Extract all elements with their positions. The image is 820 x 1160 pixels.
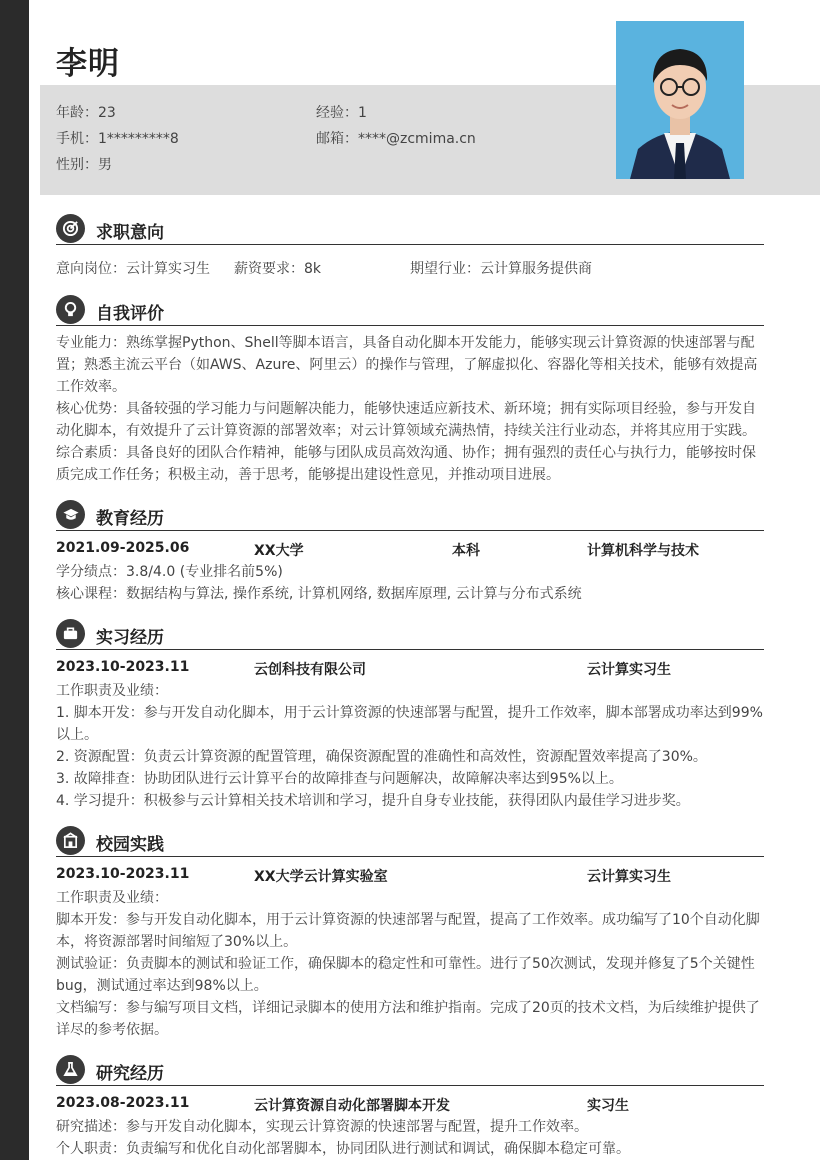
education-row — [56, 537, 764, 561]
section-title: 研究经历 — [96, 1064, 164, 1084]
candidate-name: 李明 — [56, 46, 120, 82]
age: 年龄：23 — [56, 105, 116, 121]
internship-line: 3. 故障排查：协助团队进行云计算平台的故障排查与问题解决，故障解决率达到95%以上。 — [56, 771, 623, 787]
internship-row — [56, 656, 764, 680]
lightbulb-icon — [56, 295, 85, 324]
phone: 手机：1*********8 — [56, 131, 179, 147]
self-eval-line: 专业能力：熟练掌握Python、Shell等脚本语言，具备自动化脚本开发能力，能够实现云计算资源的快速部署与配置；熟悉主流云平台（如AWS、Azure、阿里云）的操作与管理，了解虚拟化、容器化等相关技术，能够有效提高工作效率。 — [56, 335, 758, 395]
section-education — [56, 500, 764, 605]
education-date: 2021.09-2025.06 — [56, 540, 190, 556]
section-research — [56, 1055, 764, 1160]
section-job-intent — [56, 214, 764, 279]
campus-date: 2023.10-2023.11 — [56, 866, 190, 882]
section-title: 实习经历 — [96, 628, 164, 648]
intent-salary: 薪资要求：8k — [234, 261, 322, 277]
internship-line: 2. 资源配置：负责云计算资源的配置管理，确保资源配置的准确性和高效性，资源配置效率提高了30%。 — [56, 749, 707, 765]
section-header — [56, 826, 764, 857]
internship-date: 2023.10-2023.11 — [56, 659, 190, 675]
self-evaluation-body — [56, 332, 764, 486]
campus-line: 工作职责及业绩： — [56, 890, 168, 906]
section-title: 教育经历 — [96, 509, 164, 529]
section-self-evaluation — [56, 295, 764, 486]
left-sidebar-bar — [0, 0, 29, 1160]
section-header — [56, 295, 764, 326]
campus-role: 云计算实习生 — [587, 869, 671, 885]
internship-line: 4. 学习提升：积极参与云计算相关技术培训和学习，提升自身专业技能，获得团队内最佳学习进步奖。 — [56, 793, 690, 809]
research-line: 个人职责：负责编写和优化自动化部署脚本，协同团队进行测试和调试，确保脚本稳定可靠。 — [56, 1141, 630, 1157]
briefcase-icon — [56, 619, 85, 648]
campus-line: 脚本开发：参与开发自动化脚本，用于云计算资源的快速部署与配置，提高了工作效率。成功编写了10个自动化脚本，将资源部署时间缩短了30%以上。 — [56, 912, 760, 950]
experience: 经验：1 — [316, 105, 367, 121]
self-eval-line: 核心优势：具备较强的学习能力与问题解决能力，能够快速适应新技术、新环境；拥有实际项目经验，参与开发自动化脚本，有效提升了云计算资源的部署效率；对云计算领域充满热情，持续关注行业动态，并将其应用于实践。 — [56, 401, 756, 439]
self-eval-line: 综合素质：具备良好的团队合作精神，能够与团队成员高效沟通、协作；拥有强烈的责任心与执行力，能够按时保质完成工作任务；积极主动，善于思考，能够提出建设性意见，并推动项目进展。 — [56, 445, 756, 483]
section-header — [56, 500, 764, 531]
education-major: 计算机科学与技术 — [587, 543, 699, 559]
gender: 性别：男 — [56, 157, 112, 173]
graduation-cap-icon — [56, 500, 85, 529]
email: 邮箱：****@zcmima.cn — [316, 131, 476, 147]
campus-row — [56, 863, 764, 887]
section-title: 校园实践 — [96, 835, 164, 855]
intent-position: 意向岗位：云计算实习生 — [56, 261, 210, 277]
section-internship — [56, 619, 764, 812]
research-date: 2023.08-2023.11 — [56, 1095, 190, 1111]
campus-org: XX大学云计算实验室 — [254, 869, 388, 885]
research-role: 实习生 — [587, 1098, 629, 1114]
research-project: 云计算资源自动化部署脚本开发 — [254, 1098, 450, 1114]
intent-row — [56, 255, 764, 279]
education-degree: 本科 — [452, 543, 480, 559]
building-icon — [56, 826, 85, 855]
internship-line: 工作职责及业绩： — [56, 683, 168, 699]
profile-photo — [616, 21, 744, 179]
section-header — [56, 619, 764, 650]
section-title: 自我评价 — [96, 304, 164, 324]
education-gpa: 学分绩点：3.8/4.0 (专业排名前5%) — [56, 564, 283, 580]
research-line: 研究描述：参与开发自动化脚本，实现云计算资源的快速部署与配置，提升工作效率。 — [56, 1119, 588, 1135]
campus-line: 测试验证：负责脚本的测试和验证工作，确保脚本的稳定性和可靠性。进行了50次测试，发现并修复了5个关键性bug，测试通过率达到98%以上。 — [56, 956, 755, 994]
section-title: 求职意向 — [96, 223, 164, 243]
campus-line: 文档编写：参与编写项目文档，详细记录脚本的使用方法和维护指南。完成了20页的技术文档，为后续维护提供了详尽的参考依据。 — [56, 1000, 760, 1038]
research-row — [56, 1092, 764, 1116]
section-header — [56, 1055, 764, 1086]
education-courses: 核心课程：数据结构与算法, 操作系统, 计算机网络, 数据库原理, 云计算与分布式系统 — [56, 586, 582, 602]
section-campus-practice — [56, 826, 764, 1041]
flask-icon — [56, 1055, 85, 1084]
internship-line: 1. 脚本开发：参与开发自动化脚本，用于云计算资源的快速部署与配置，提升工作效率，脚本部署成功率达到99%以上。 — [56, 705, 763, 743]
education-school: XX大学 — [254, 543, 304, 559]
target-icon — [56, 214, 85, 243]
internship-role: 云计算实习生 — [587, 662, 671, 678]
internship-company: 云创科技有限公司 — [254, 662, 366, 678]
intent-industry: 期望行业：云计算服务提供商 — [410, 261, 592, 277]
section-header — [56, 214, 764, 245]
